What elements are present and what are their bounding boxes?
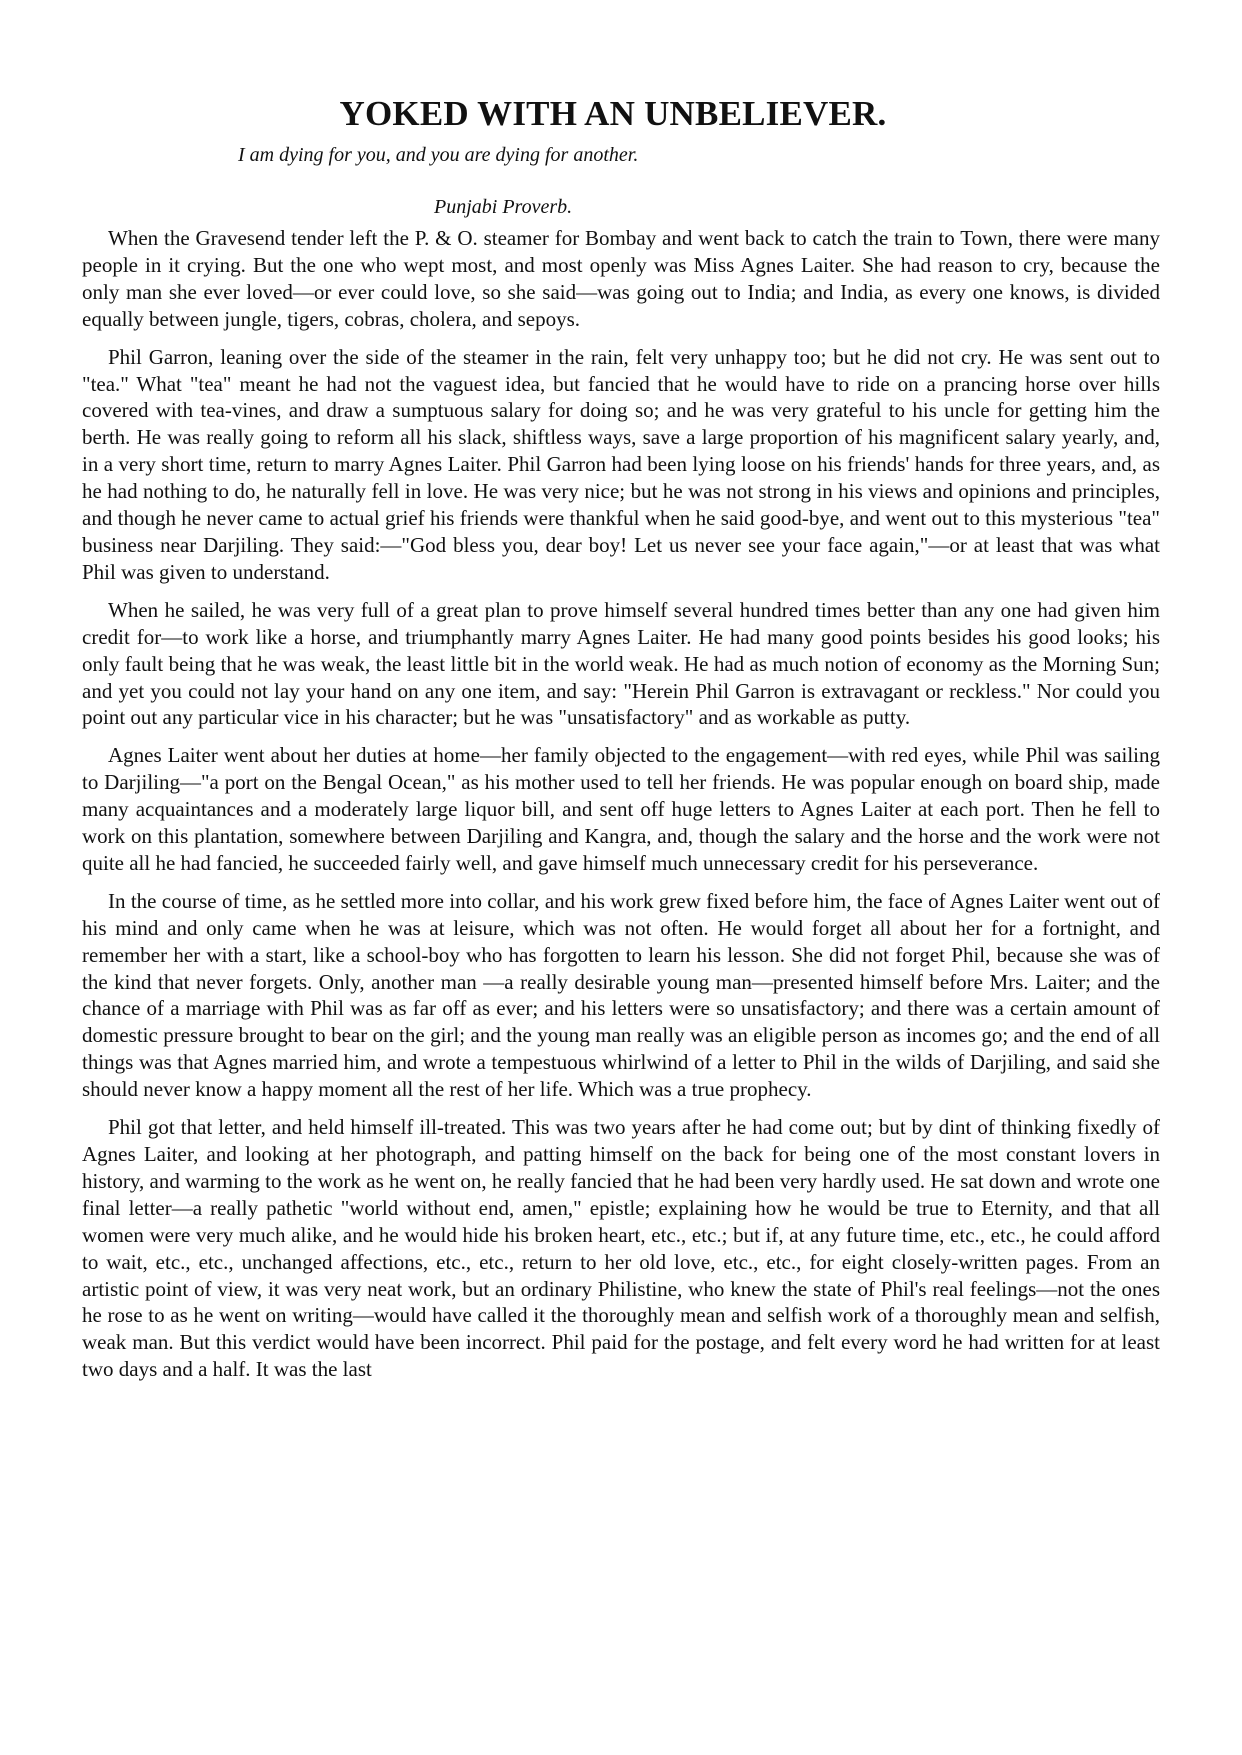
paragraph: In the course of time, as he settled more into collar, and his work grew fixed before him, the face of Agnes Laiter went out of his mind and only came when he was at leisure, which was not often. He would forget all about her for a fortnight, and remember her with a start, like a school-boy who has forgotten to learn his lesson. She did not forget Phil, because she was of the kind that never forgets. Only, another man —a really desirable young man—presented himself before Mrs. Laiter; and the chance of a marriage with Phil was as far off as ever; and his letters were so unsatisfactory; and there was a certain amount of domestic pressure brought to bear on the girl; and the young man really was an eligible person as incomes go; and the end of all things was that Agnes married him, and wrote a tempestuous whirlwind of a letter to Phil in the wilds of Darjiling, and said she should never know a happy moment all the rest of her life. Which was a true prophecy.: [82, 888, 1160, 1102]
story-body: [82, 225, 1160, 1383]
document-page: [82, 0, 1160, 1394]
epigraph-source: Punjabi Proverb.: [434, 196, 573, 218]
paragraph: When the Gravesend tender left the P. & O. steamer for Bombay and went back to catch the train to Town, there were many people in it crying. But the one who wept most, and most openly was Miss Agnes Laiter. She had reason to cry, because the only man she ever loved—or ever could love, so she said—was going out to India; and India, as every one knows, is divided equally between jungle, tigers, cobras, cholera, and sepoys.: [82, 226, 1160, 331]
paragraph: When he sailed, he was very full of a great plan to prove himself several hundred times better than any one had given him credit for—to work like a horse, and triumphantly marry Agnes Laiter. He had many good points besides his good looks; his only fault being that he was weak, the least little bit in the world weak. He had as much notion of economy as the Morning Sun; and yet you could not lay your hand on any one item, and say: "Herein Phil Garron is extravagant or reckless." Nor could you point out any particular vice in his character; but he was "unsatisfactory" and as workable as putty.: [82, 597, 1160, 730]
paragraph: Phil got that letter, and held himself ill-treated. This was two years after he had come out; but by dint of thinking fixedly of Agnes Laiter, and looking at her photograph, and patting himself on the back for being one of the most constant lovers in history, and warming to the work as he went on, he really fancied that he had been very hardly used. He sat down and wrote one final letter—a really pathetic "world without end, amen," epistle; explaining how he would be true to Eternity, and that all women were very much alike, and he would hide his broken heart, etc., etc.; but if, at any future time, etc., etc., he could afford to wait, etc., etc., unchanged affections, etc., etc., return to her old love, etc., etc., for eight closely-written pages. From an artistic point of view, it was very neat work, but an ordinary Philistine, who knew the state of Phil's real feelings—not the ones he rose to as he went on writing—would have called it the thoroughly mean and selfish work of a thoroughly mean and selfish, weak man. But this verdict would have been incorrect. Phil paid for the postage, and felt every word he had written for at least two days and a half. It was the last: [82, 1115, 1160, 1382]
epigraph: I am dying for you, and you are dying for another.: [238, 144, 639, 166]
paragraph: Agnes Laiter went about her duties at home—her family objected to the engagement—with red eyes, while Phil was sailing to Darjiling—"a port on the Bengal Ocean," as his mother used to tell her friends. He was popular enough on board ship, made many acquaintances and a moderately large liquor bill, and sent off huge letters to Agnes Laiter at each port. Then he fell to work on this plantation, somewhere between Darjiling and Kangra, and, though the salary and the horse and the work were not quite all he had fancied, he succeeded fairly well, and gave himself much unnecessary credit for his perseverance.: [82, 743, 1160, 875]
story-title: YOKED WITH AN UNBELIEVER.: [339, 94, 887, 133]
paragraph: Phil Garron, leaning over the side of the steamer in the rain, felt very unhappy too; but he did not cry. He was sent out to "tea." What "tea" meant he had not the vaguest idea, but fancied that he would have to ride on a prancing horse over hills covered with tea-vines, and draw a sumptuous salary for doing so; and he was very grateful to his uncle for getting him the berth. He was really going to reform all his slack, shiftless ways, save a large proportion of his magnificent salary yearly, and, in a very short time, return to marry Agnes Laiter. Phil Garron had been lying loose on his friends' hands for three years, and, as he had nothing to do, he naturally fell in love. He was very nice; but he was not strong in his views and opinions and principles, and though he never came to actual grief his friends were thankful when he said good-bye, and went out to this mysterious "tea" business near Darjiling. They said:—"God bless you, dear boy! Let us never see your face again,"—or at least that was what Phil was given to understand.: [82, 344, 1160, 584]
